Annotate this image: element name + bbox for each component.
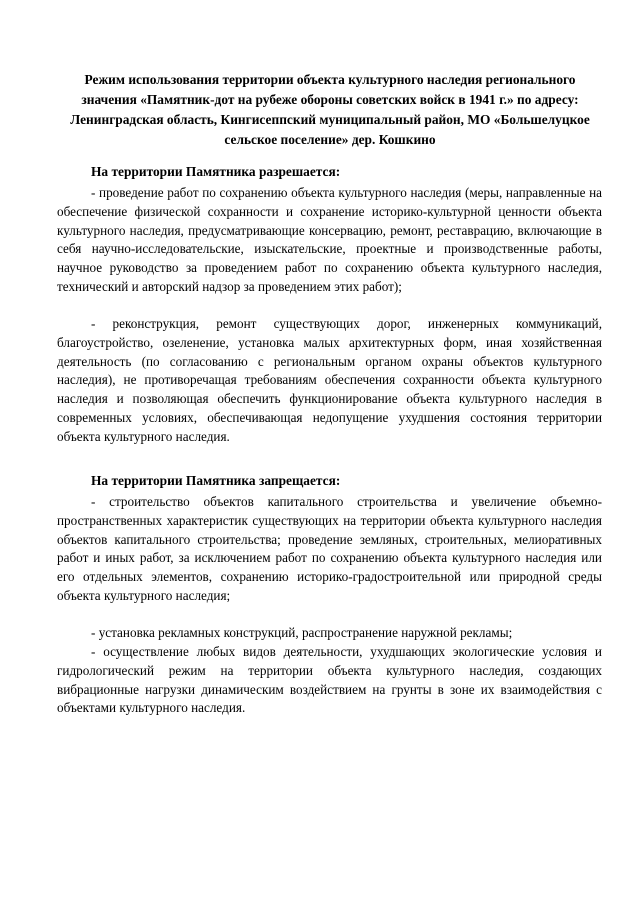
document-title: Режим использования территории объекта культурного наследия регионального значения «Памятник-дот на рубеже обороны советских войск в 1941 г.» по адресу: Ленинградская область, Кингисеппский муниципальный район, МО «Большелуцкое сельское поселение» дер. Кошкино [70, 72, 590, 147]
forbidden-item-3: - осуществление любых видов деятельности, ухудшающих экологические условия и гидрологический режим на территории объекта культурного наследия, создающих вибрационные нагрузки динамическим воздействием на грунты в зоне их взаимодействия с объектами культурного наследия. [57, 644, 602, 716]
allowed-heading: На территории Памятника разрешается: [91, 164, 341, 179]
forbidden-heading: На территории Памятника запрещается: [91, 473, 341, 488]
allowed-item-2: - реконструкция, ремонт существующих дорог, инженерных коммуникаций, благоустройство, озеленение, установка малых архитектурных форм, иная хозяйственная деятельность (по согласованию с региональным органом охраны объектов культурного наследия), не противоречащая требованиям обеспечения сохранности объекта культурного наследия и позволяющая обеспечить функционирование объекта культурного наследия в современных условиях, обеспечивающая недопущение ухудшения состояния территории объекта культурного наследия. [57, 316, 602, 444]
allowed-item-1: - проведение работ по сохранению объекта культурного наследия (меры, направленные на обеспечение физической сохранности и сохранение историко-культурной ценности объекта культурного наследия, предусматривающие консервацию, ремонт, реставрацию, включающие в себя научно-исследовательские, изыскательские, проектные и производственные работы, научное руководство за проведением работ по сохранению объекта культурного наследия, технический и авторский надзор за проведением этих работ); [57, 185, 602, 294]
forbidden-item-2: - установка рекламных конструкций, распространение наружной рекламы; [91, 625, 513, 640]
forbidden-item-1: - строительство объектов капитального строительства и увеличение объемно-пространственных характеристик существующих на территории объекта культурного наследия объектов капитального строительства; проведение земляных, строительных, мелиоративных работ и иных работ, за исключением работ по сохранению объекта культурного наследия или его отдельных элементов, сохранению историко-градостроительной или природной среды объекта культурного наследия; [57, 494, 602, 603]
